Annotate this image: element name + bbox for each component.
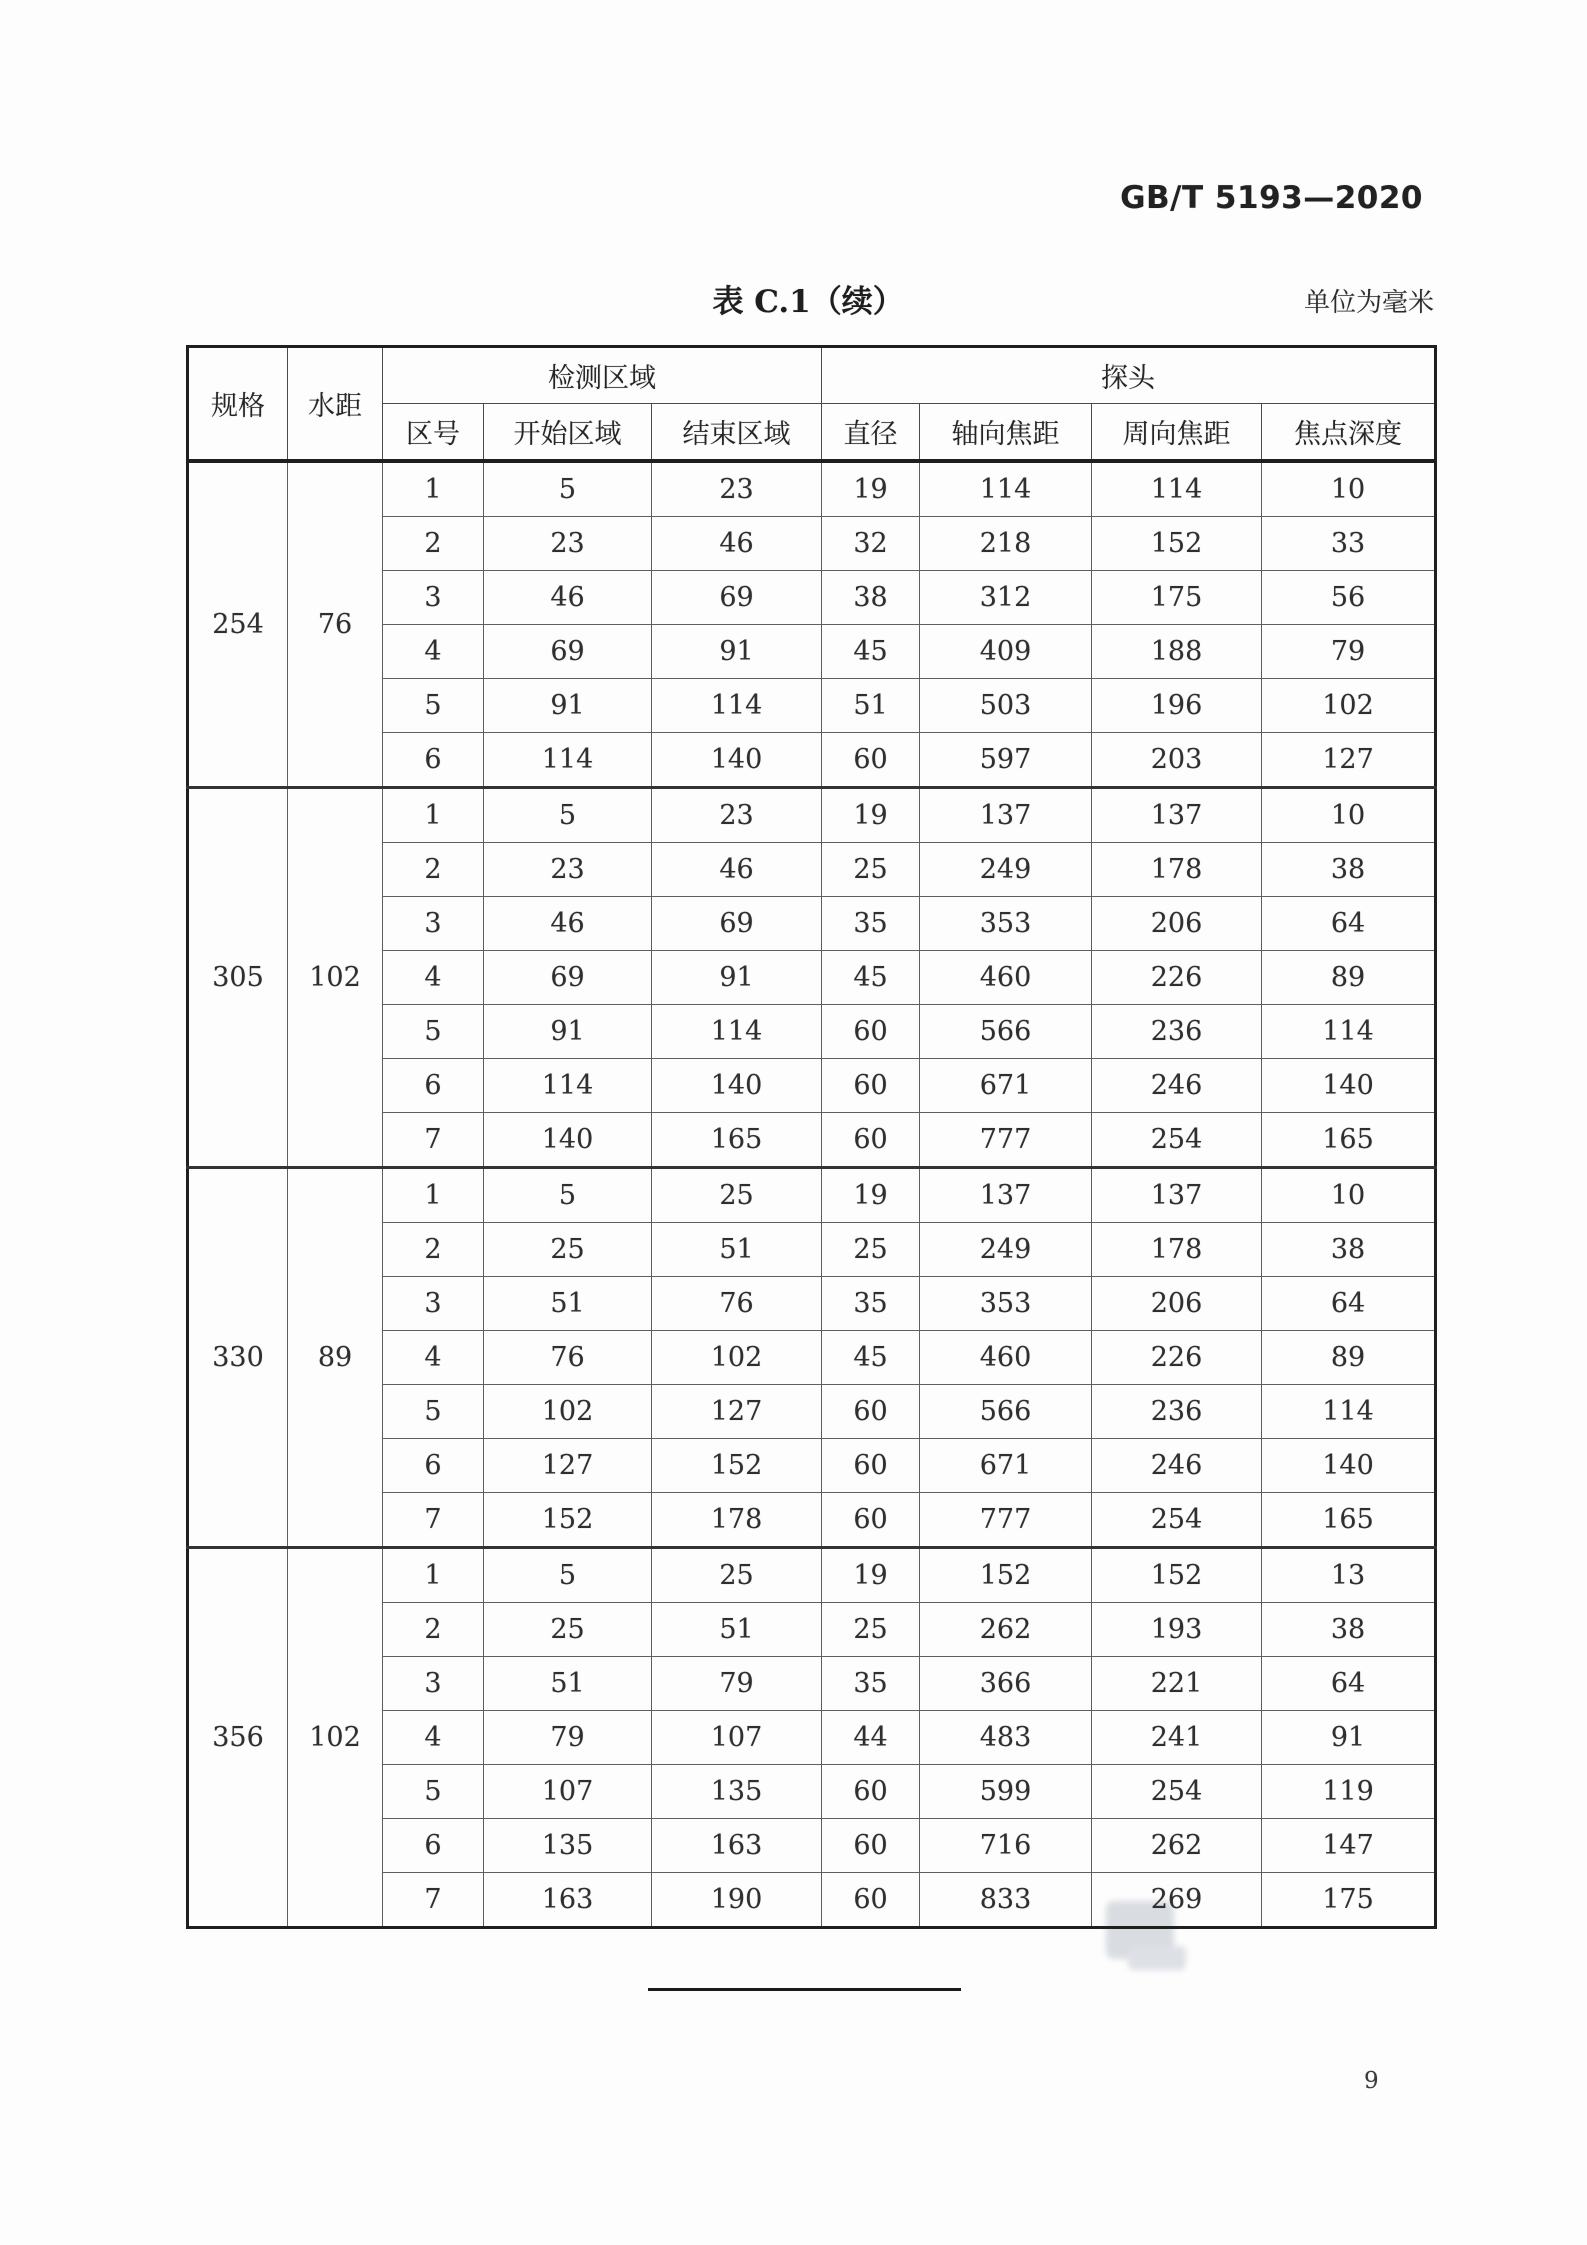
axial-focal-distance-cell: 249	[920, 1223, 1092, 1277]
end-zone-cell: 46	[652, 843, 822, 897]
start-zone-cell: 51	[484, 1657, 652, 1711]
start-zone-cell: 91	[484, 679, 652, 733]
end-zone-cell: 91	[652, 625, 822, 679]
diameter-cell: 60	[822, 1819, 920, 1873]
header-probe-group: 探头	[822, 347, 1436, 404]
header-axial-focal-distance: 轴向焦距	[920, 404, 1092, 462]
spec-cell: 330	[188, 1168, 288, 1548]
end-zone-cell: 46	[652, 517, 822, 571]
end-zone-cell: 76	[652, 1277, 822, 1331]
header-spec: 规格	[188, 347, 288, 462]
zone-number-cell: 1	[383, 788, 484, 843]
header-diameter: 直径	[822, 404, 920, 462]
focal-depth-cell: 38	[1262, 1603, 1436, 1657]
circumferential-focal-distance-cell: 236	[1092, 1005, 1262, 1059]
diameter-cell: 19	[822, 1548, 920, 1603]
circumferential-focal-distance-cell: 193	[1092, 1603, 1262, 1657]
end-zone-cell: 25	[652, 1548, 822, 1603]
axial-focal-distance-cell: 777	[920, 1493, 1092, 1548]
start-zone-cell: 46	[484, 571, 652, 625]
diameter-cell: 45	[822, 1331, 920, 1385]
zone-number-cell: 1	[383, 1548, 484, 1603]
circumferential-focal-distance-cell: 226	[1092, 1331, 1262, 1385]
axial-focal-distance-cell: 409	[920, 625, 1092, 679]
axial-focal-distance-cell: 249	[920, 843, 1092, 897]
axial-focal-distance-cell: 366	[920, 1657, 1092, 1711]
end-zone-cell: 23	[652, 461, 822, 517]
circumferential-focal-distance-cell: 114	[1092, 461, 1262, 517]
start-zone-cell: 114	[484, 1059, 652, 1113]
circumferential-focal-distance-cell: 254	[1092, 1493, 1262, 1548]
axial-focal-distance-cell: 483	[920, 1711, 1092, 1765]
zone-number-cell: 5	[383, 679, 484, 733]
diameter-cell: 38	[822, 571, 920, 625]
start-zone-cell: 79	[484, 1711, 652, 1765]
diameter-cell: 35	[822, 1277, 920, 1331]
focal-depth-cell: 64	[1262, 897, 1436, 951]
table-row	[188, 1548, 1436, 1603]
diameter-cell: 45	[822, 625, 920, 679]
circumferential-focal-distance-cell: 203	[1092, 733, 1262, 788]
axial-focal-distance-cell: 566	[920, 1005, 1092, 1059]
diameter-cell: 45	[822, 951, 920, 1005]
circumferential-focal-distance-cell: 188	[1092, 625, 1262, 679]
zone-number-cell: 4	[383, 951, 484, 1005]
focal-depth-cell: 89	[1262, 1331, 1436, 1385]
start-zone-cell: 23	[484, 517, 652, 571]
focal-depth-cell: 89	[1262, 951, 1436, 1005]
zone-number-cell: 3	[383, 1277, 484, 1331]
spec-cell: 305	[188, 788, 288, 1168]
focal-depth-cell: 64	[1262, 1657, 1436, 1711]
water-distance-cell: 102	[288, 788, 383, 1168]
end-zone-cell: 79	[652, 1657, 822, 1711]
water-distance-cell: 76	[288, 461, 383, 788]
diameter-cell: 19	[822, 1168, 920, 1223]
spec-cell: 356	[188, 1548, 288, 1928]
zone-number-cell: 3	[383, 571, 484, 625]
zone-number-cell: 7	[383, 1113, 484, 1168]
unit-note: 单位为毫米	[1303, 288, 1434, 318]
focal-depth-cell: 13	[1262, 1548, 1436, 1603]
axial-focal-distance-cell: 716	[920, 1819, 1092, 1873]
circumferential-focal-distance-cell: 152	[1092, 517, 1262, 571]
zone-number-cell: 4	[383, 625, 484, 679]
title-band	[186, 276, 1434, 318]
circumferential-focal-distance-cell: 246	[1092, 1059, 1262, 1113]
diameter-cell: 19	[822, 788, 920, 843]
focal-depth-cell: 114	[1262, 1385, 1436, 1439]
water-distance-cell: 102	[288, 1548, 383, 1928]
diameter-cell: 44	[822, 1711, 920, 1765]
zone-number-cell: 1	[383, 461, 484, 517]
end-zone-cell: 23	[652, 788, 822, 843]
zone-number-cell: 6	[383, 1819, 484, 1873]
focal-depth-cell: 56	[1262, 571, 1436, 625]
focal-depth-cell: 102	[1262, 679, 1436, 733]
axial-focal-distance-cell: 599	[920, 1765, 1092, 1819]
end-zone-cell: 69	[652, 897, 822, 951]
start-zone-cell: 5	[484, 788, 652, 843]
end-zone-cell: 114	[652, 1005, 822, 1059]
axial-focal-distance-cell: 671	[920, 1059, 1092, 1113]
table-row	[188, 1168, 1436, 1223]
focal-depth-cell: 165	[1262, 1113, 1436, 1168]
start-zone-cell: 107	[484, 1765, 652, 1819]
circumferential-focal-distance-cell: 241	[1092, 1711, 1262, 1765]
axial-focal-distance-cell: 137	[920, 788, 1092, 843]
axial-focal-distance-cell: 218	[920, 517, 1092, 571]
axial-focal-distance-cell: 460	[920, 1331, 1092, 1385]
diameter-cell: 60	[822, 1113, 920, 1168]
axial-focal-distance-cell: 353	[920, 1277, 1092, 1331]
spec-cell: 254	[188, 461, 288, 788]
zone-number-cell: 2	[383, 843, 484, 897]
diameter-cell: 60	[822, 1059, 920, 1113]
circumferential-focal-distance-cell: 152	[1092, 1548, 1262, 1603]
focal-depth-cell: 38	[1262, 1223, 1436, 1277]
circumferential-focal-distance-cell: 206	[1092, 897, 1262, 951]
focal-depth-cell: 140	[1262, 1439, 1436, 1493]
circumferential-focal-distance-cell: 178	[1092, 1223, 1262, 1277]
axial-focal-distance-cell: 152	[920, 1548, 1092, 1603]
circumferential-focal-distance-cell: 254	[1092, 1765, 1262, 1819]
header-detection-zone-group: 检测区域	[383, 347, 822, 404]
focal-depth-cell: 10	[1262, 461, 1436, 517]
circumferential-focal-distance-cell: 196	[1092, 679, 1262, 733]
start-zone-cell: 46	[484, 897, 652, 951]
focal-depth-cell: 140	[1262, 1059, 1436, 1113]
end-zone-cell: 25	[652, 1168, 822, 1223]
start-zone-cell: 5	[484, 1168, 652, 1223]
header-end-zone: 结束区域	[652, 404, 822, 462]
probe-parameter-table	[186, 345, 1437, 1929]
axial-focal-distance-cell: 137	[920, 1168, 1092, 1223]
axial-focal-distance-cell: 671	[920, 1439, 1092, 1493]
start-zone-cell: 23	[484, 843, 652, 897]
axial-focal-distance-cell: 262	[920, 1603, 1092, 1657]
axial-focal-distance-cell: 597	[920, 733, 1092, 788]
page-number: 9	[1364, 2068, 1379, 2094]
zone-number-cell: 3	[383, 897, 484, 951]
header-group-row	[188, 347, 1436, 404]
circumferential-focal-distance-cell: 236	[1092, 1385, 1262, 1439]
start-zone-cell: 127	[484, 1439, 652, 1493]
zone-number-cell: 4	[383, 1711, 484, 1765]
standard-number: GB/T 5193—2020	[1120, 180, 1423, 216]
axial-focal-distance-cell: 312	[920, 571, 1092, 625]
axial-focal-distance-cell: 503	[920, 679, 1092, 733]
zone-number-cell: 2	[383, 517, 484, 571]
scan-artifact	[1128, 1946, 1186, 1970]
end-zone-cell: 165	[652, 1113, 822, 1168]
axial-focal-distance-cell: 777	[920, 1113, 1092, 1168]
start-zone-cell: 163	[484, 1873, 652, 1928]
start-zone-cell: 25	[484, 1223, 652, 1277]
start-zone-cell: 135	[484, 1819, 652, 1873]
circumferential-focal-distance-cell: 175	[1092, 571, 1262, 625]
start-zone-cell: 69	[484, 951, 652, 1005]
start-zone-cell: 76	[484, 1331, 652, 1385]
focal-depth-cell: 114	[1262, 1005, 1436, 1059]
diameter-cell: 25	[822, 1603, 920, 1657]
end-zone-cell: 51	[652, 1603, 822, 1657]
diameter-cell: 32	[822, 517, 920, 571]
diameter-cell: 60	[822, 733, 920, 788]
diameter-cell: 35	[822, 1657, 920, 1711]
focal-depth-cell: 38	[1262, 843, 1436, 897]
axial-focal-distance-cell: 566	[920, 1385, 1092, 1439]
end-zone-cell: 127	[652, 1385, 822, 1439]
header-start-zone: 开始区域	[484, 404, 652, 462]
diameter-cell: 60	[822, 1005, 920, 1059]
start-zone-cell: 25	[484, 1603, 652, 1657]
zone-number-cell: 6	[383, 1059, 484, 1113]
axial-focal-distance-cell: 833	[920, 1873, 1092, 1928]
zone-number-cell: 1	[383, 1168, 484, 1223]
end-zone-cell: 140	[652, 1059, 822, 1113]
circumferential-focal-distance-cell: 262	[1092, 1819, 1262, 1873]
zone-number-cell: 2	[383, 1223, 484, 1277]
zone-number-cell: 6	[383, 1439, 484, 1493]
focal-depth-cell: 175	[1262, 1873, 1436, 1928]
axial-focal-distance-cell: 353	[920, 897, 1092, 951]
end-zone-cell: 163	[652, 1819, 822, 1873]
focal-depth-cell: 165	[1262, 1493, 1436, 1548]
diameter-cell: 60	[822, 1765, 920, 1819]
circumferential-focal-distance-cell: 206	[1092, 1277, 1262, 1331]
end-zone-cell: 91	[652, 951, 822, 1005]
zone-number-cell: 3	[383, 1657, 484, 1711]
table-row	[188, 461, 1436, 517]
end-zone-cell: 135	[652, 1765, 822, 1819]
table-row	[188, 788, 1436, 843]
circumferential-focal-distance-cell: 254	[1092, 1113, 1262, 1168]
end-zone-cell: 152	[652, 1439, 822, 1493]
diameter-cell: 25	[822, 843, 920, 897]
start-zone-cell: 152	[484, 1493, 652, 1548]
circumferential-focal-distance-cell: 269	[1092, 1873, 1262, 1928]
focal-depth-cell: 79	[1262, 625, 1436, 679]
end-zone-cell: 114	[652, 679, 822, 733]
diameter-cell: 60	[822, 1385, 920, 1439]
zone-number-cell: 5	[383, 1005, 484, 1059]
circumferential-focal-distance-cell: 137	[1092, 1168, 1262, 1223]
focal-depth-cell: 119	[1262, 1765, 1436, 1819]
circumferential-focal-distance-cell: 226	[1092, 951, 1262, 1005]
focal-depth-cell: 10	[1262, 788, 1436, 843]
focal-depth-cell: 91	[1262, 1711, 1436, 1765]
start-zone-cell: 140	[484, 1113, 652, 1168]
zone-number-cell: 7	[383, 1873, 484, 1928]
diameter-cell: 19	[822, 461, 920, 517]
start-zone-cell: 5	[484, 1548, 652, 1603]
diameter-cell: 51	[822, 679, 920, 733]
end-zone-cell: 178	[652, 1493, 822, 1548]
header-focal-depth: 焦点深度	[1262, 404, 1436, 462]
end-zone-cell: 102	[652, 1331, 822, 1385]
diameter-cell: 60	[822, 1873, 920, 1928]
zone-number-cell: 7	[383, 1493, 484, 1548]
zone-number-cell: 2	[383, 1603, 484, 1657]
table-title: 表 C.1（续）	[712, 284, 904, 320]
end-zone-cell: 51	[652, 1223, 822, 1277]
focal-depth-cell: 147	[1262, 1819, 1436, 1873]
focal-depth-cell: 64	[1262, 1277, 1436, 1331]
water-distance-cell: 89	[288, 1168, 383, 1548]
header-zone-number: 区号	[383, 404, 484, 462]
axial-focal-distance-cell: 114	[920, 461, 1092, 517]
circumferential-focal-distance-cell: 246	[1092, 1439, 1262, 1493]
circumferential-focal-distance-cell: 178	[1092, 843, 1262, 897]
end-zone-cell: 140	[652, 733, 822, 788]
zone-number-cell: 5	[383, 1385, 484, 1439]
zone-number-cell: 4	[383, 1331, 484, 1385]
zone-number-cell: 5	[383, 1765, 484, 1819]
end-of-document-rule	[648, 1988, 961, 1991]
start-zone-cell: 51	[484, 1277, 652, 1331]
end-zone-cell: 107	[652, 1711, 822, 1765]
focal-depth-cell: 127	[1262, 733, 1436, 788]
end-zone-cell: 190	[652, 1873, 822, 1928]
focal-depth-cell: 33	[1262, 517, 1436, 571]
diameter-cell: 25	[822, 1223, 920, 1277]
axial-focal-distance-cell: 460	[920, 951, 1092, 1005]
circumferential-focal-distance-cell: 137	[1092, 788, 1262, 843]
header-water-distance: 水距	[288, 347, 383, 462]
diameter-cell: 60	[822, 1493, 920, 1548]
start-zone-cell: 91	[484, 1005, 652, 1059]
start-zone-cell: 69	[484, 625, 652, 679]
header-circumferential-focal-distance: 周向焦距	[1092, 404, 1262, 462]
start-zone-cell: 5	[484, 461, 652, 517]
diameter-cell: 35	[822, 897, 920, 951]
zone-number-cell: 6	[383, 733, 484, 788]
circumferential-focal-distance-cell: 221	[1092, 1657, 1262, 1711]
start-zone-cell: 102	[484, 1385, 652, 1439]
end-zone-cell: 69	[652, 571, 822, 625]
start-zone-cell: 114	[484, 733, 652, 788]
diameter-cell: 60	[822, 1439, 920, 1493]
focal-depth-cell: 10	[1262, 1168, 1436, 1223]
